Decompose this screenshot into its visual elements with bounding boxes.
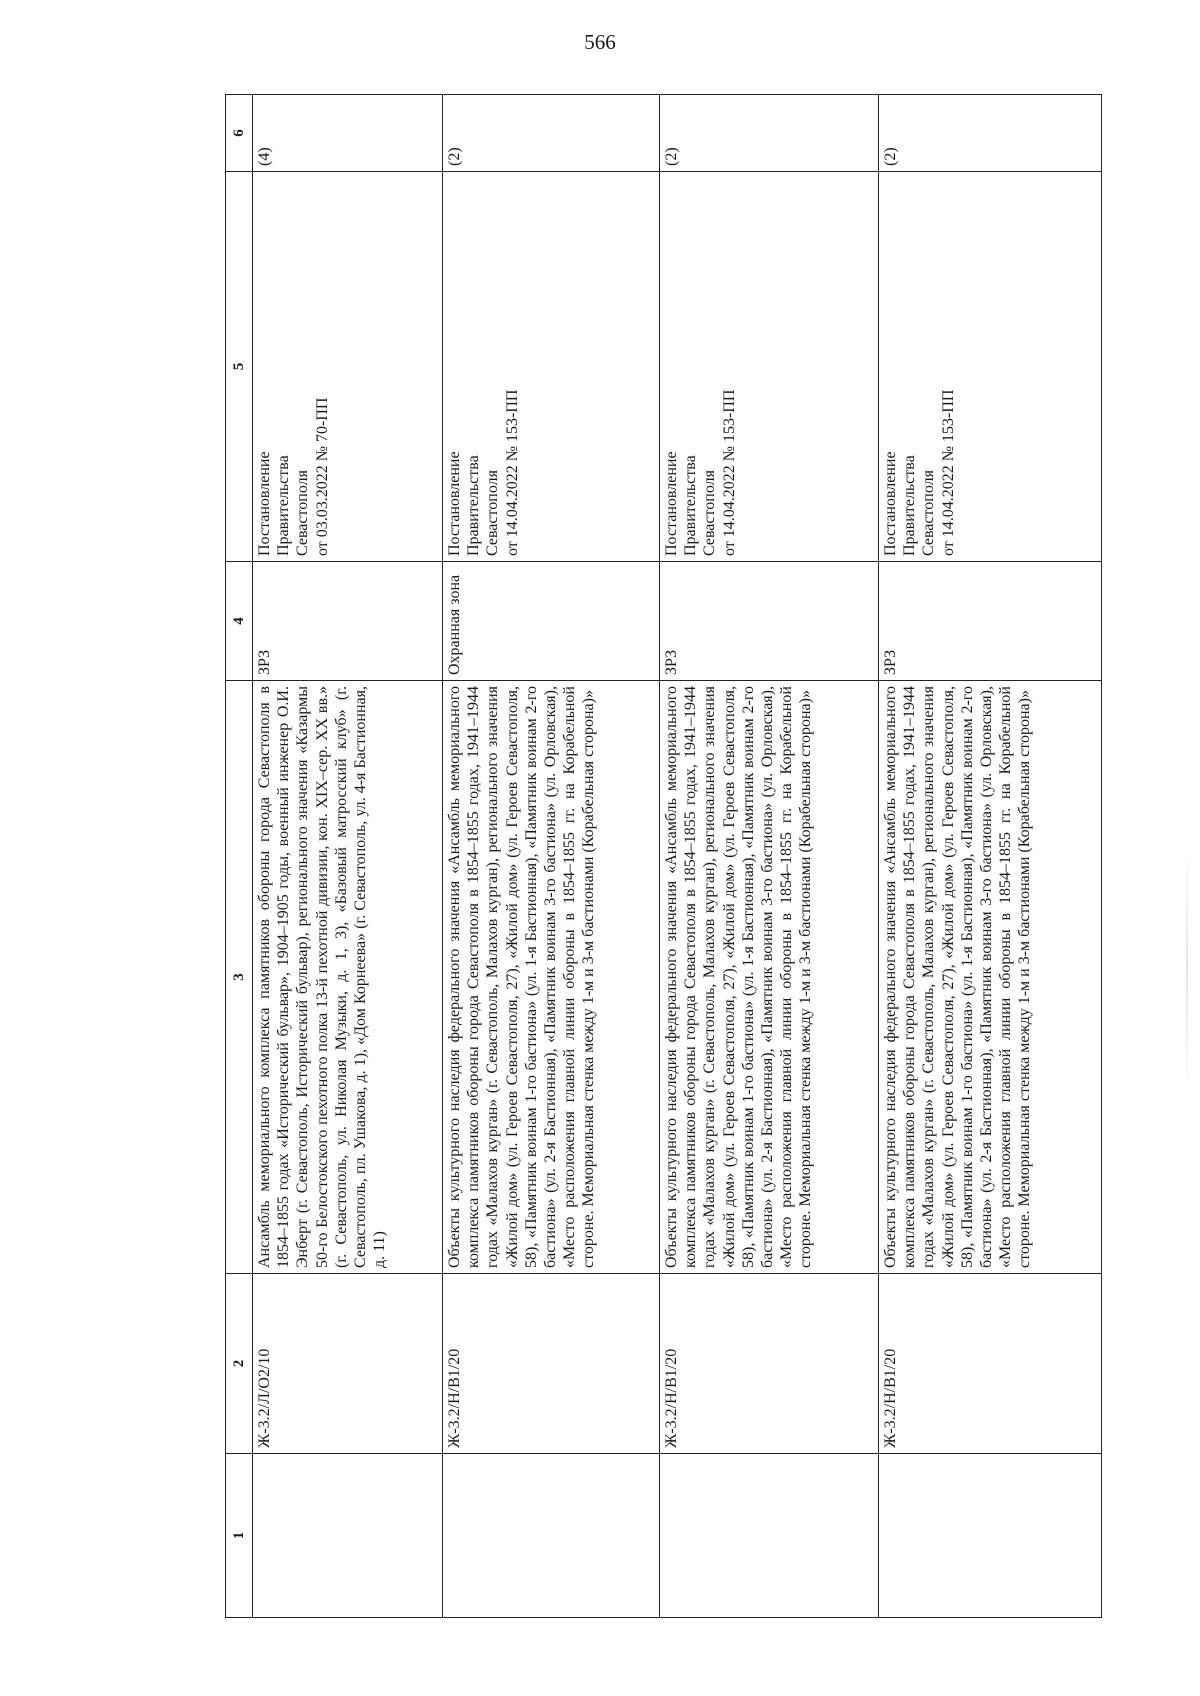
column-number-1: 1: [226, 1454, 253, 1618]
cell-zone-type: ЗРЗ: [660, 562, 879, 681]
cell-document: [879, 172, 1102, 562]
cell-index: [660, 1454, 879, 1618]
document-line: Правительства: [275, 455, 293, 556]
cell-zone-code: Ж-3.2/Н/В1/20: [660, 1274, 879, 1454]
cell-document: [253, 172, 443, 562]
table-row: [660, 95, 879, 1618]
cell-description: Объекты культурного наследия федерального значения «Ансамбль мемориального комплекса памятников обороны города Севастополя в 1854–1855 годах, 1941–1944 годах «Малахов курган» (г. Севастополь, Малахов курган), регионального значения «Жилой дом» (ул. Героев Севастополя, 27), «Жилой дом» (ул. Героев Севастополя, 58), «Памятник воинам 1-го бастиона» (ул. 1-я Бастионная), «Памятник воинам 2-го бастиона» (ул. 2-я Бастионная), «Памятник воинам 3-го бастиона» (ул. Орловская), «Место расположения главной линии обороны в 1854–1855 гг. на Корабельной стороне. Мемориальная стенка между 1-м и 3-м бастионами (Корабельная сторона)»: [660, 681, 879, 1274]
document-line: Постановление: [663, 451, 680, 556]
column-number-3: 3: [226, 681, 253, 1274]
scan-artifact: [1186, 840, 1188, 1100]
header-row: [226, 95, 253, 1618]
cell-index: [879, 1454, 1102, 1618]
document-line: Постановление: [446, 451, 463, 556]
document-line: от 14.04.2022 № 153-ПП: [939, 389, 957, 556]
column-number-6: 6: [226, 95, 253, 172]
column-number-5: 5: [226, 172, 253, 562]
cell-zone-code: Ж-3.2/Н/В1/20: [879, 1274, 1102, 1454]
zones-table: [225, 94, 1102, 1618]
cell-zone-type: ЗРЗ: [253, 562, 443, 681]
cell-zone-type: ЗРЗ: [879, 562, 1102, 681]
document-line: Постановление: [882, 451, 899, 556]
document-line: Правительства: [901, 455, 919, 556]
cell-zone-code: Ж-3.2/Н/В1/20: [443, 1274, 660, 1454]
cell-description: Объекты культурного наследия федерального значения «Ансамбль мемориального комплекса памятников обороны города Севастополя в 1854–1855 годах, 1941–1944 годах «Малахов курган» (г. Севастополь, Малахов курган), регионального значения «Жилой дом» (ул. Героев Севастополя, 27), «Жилой дом» (ул. Героев Севастополя, 58), «Памятник воинам 1-го бастиона» (ул. 1-я Бастионная), «Памятник воинам 2-го бастиона» (ул. 2-я Бастионная), «Памятник воинам 3-го бастиона» (ул. Орловская), «Место расположения главной линии обороны в 1854–1855 гг. на Корабельной стороне. Мемориальная стенка между 1-м и 3-м бастионами (Корабельная сторона)»: [879, 681, 1102, 1274]
document-line: от 14.04.2022 № 153-ПП: [503, 389, 521, 556]
document-line: от 03.03.2022 № 70-ПП: [313, 397, 331, 556]
column-number-2: 2: [226, 1274, 253, 1454]
document-line: Постановление: [256, 451, 273, 556]
document-line: от 14.04.2022 № 153-ПП: [720, 389, 738, 556]
cell-description: Ансамбль мемориального комплекса памятников обороны города Севастополя в 1854–1855 годах «Исторический бульвар», 1904–1905 годы, военный инженер О.И. Энберт (г. Севастополь, Исторический бульвар), регионального значения «Казармы 50-го Белостокского пехотного полка 13-й пехотной дивизии, кон. XIX–сер. XX вв.» (г. Севастополь, ул. Николая Музыки, д. 1, 3), «Базовый матросский клуб» (г. Севастополь, пл. Ушакова, д. 1), «Дом Корнеева» (г. Севастополь, ул. 4-я Бастионная, д. 11): [253, 681, 443, 1274]
cell-zone-type: Охранная зона: [443, 562, 660, 681]
column-number-4: 4: [226, 562, 253, 681]
table-row: [253, 95, 443, 1618]
cell-description: Объекты культурного наследия федерального значения «Ансамбль мемориального комплекса памятников обороны города Севастополя в 1854–1855 годах, 1941–1944 годах «Малахов курган» (г. Севастополь, Малахов курган), регионального значения «Жилой дом» (ул. Героев Севастополя, 27), «Жилой дом» (ул. Героев Севастополя, 58), «Памятник воинам 1-го бастиона» (ул. 1-я Бастионная), «Памятник воинам 2-го бастиона» (ул. 2-я Бастионная), «Памятник воинам 3-го бастиона» (ул. Орловская), «Место расположения главной линии обороны в 1854–1855 гг. на Корабельной стороне. Мемориальная стенка между 1-м и 3-м бастионами (Корабельная сторона)»: [443, 681, 660, 1274]
document-line: Правительства: [682, 455, 700, 556]
page-number: 566: [584, 30, 616, 54]
cell-zone-code: Ж-3.2/Л/О2/10: [253, 1274, 443, 1454]
document-line: Севастополя: [920, 470, 938, 556]
cell-note: (2): [443, 95, 660, 172]
cell-note: (2): [879, 95, 1102, 172]
cell-note: (4): [253, 95, 443, 172]
table-row: [879, 95, 1102, 1618]
cell-index: [443, 1454, 660, 1618]
table-row: [443, 95, 660, 1618]
cell-document: [660, 172, 879, 562]
cell-index: [253, 1454, 443, 1618]
cell-document: [443, 172, 660, 562]
cell-note: (2): [660, 95, 879, 172]
rotated-table-stage: [225, 95, 1100, 1618]
document-line: Правительства: [465, 455, 483, 556]
document-line: Севастополя: [484, 470, 502, 556]
document-line: Севастополя: [294, 470, 312, 556]
document-line: Севастополя: [701, 470, 719, 556]
